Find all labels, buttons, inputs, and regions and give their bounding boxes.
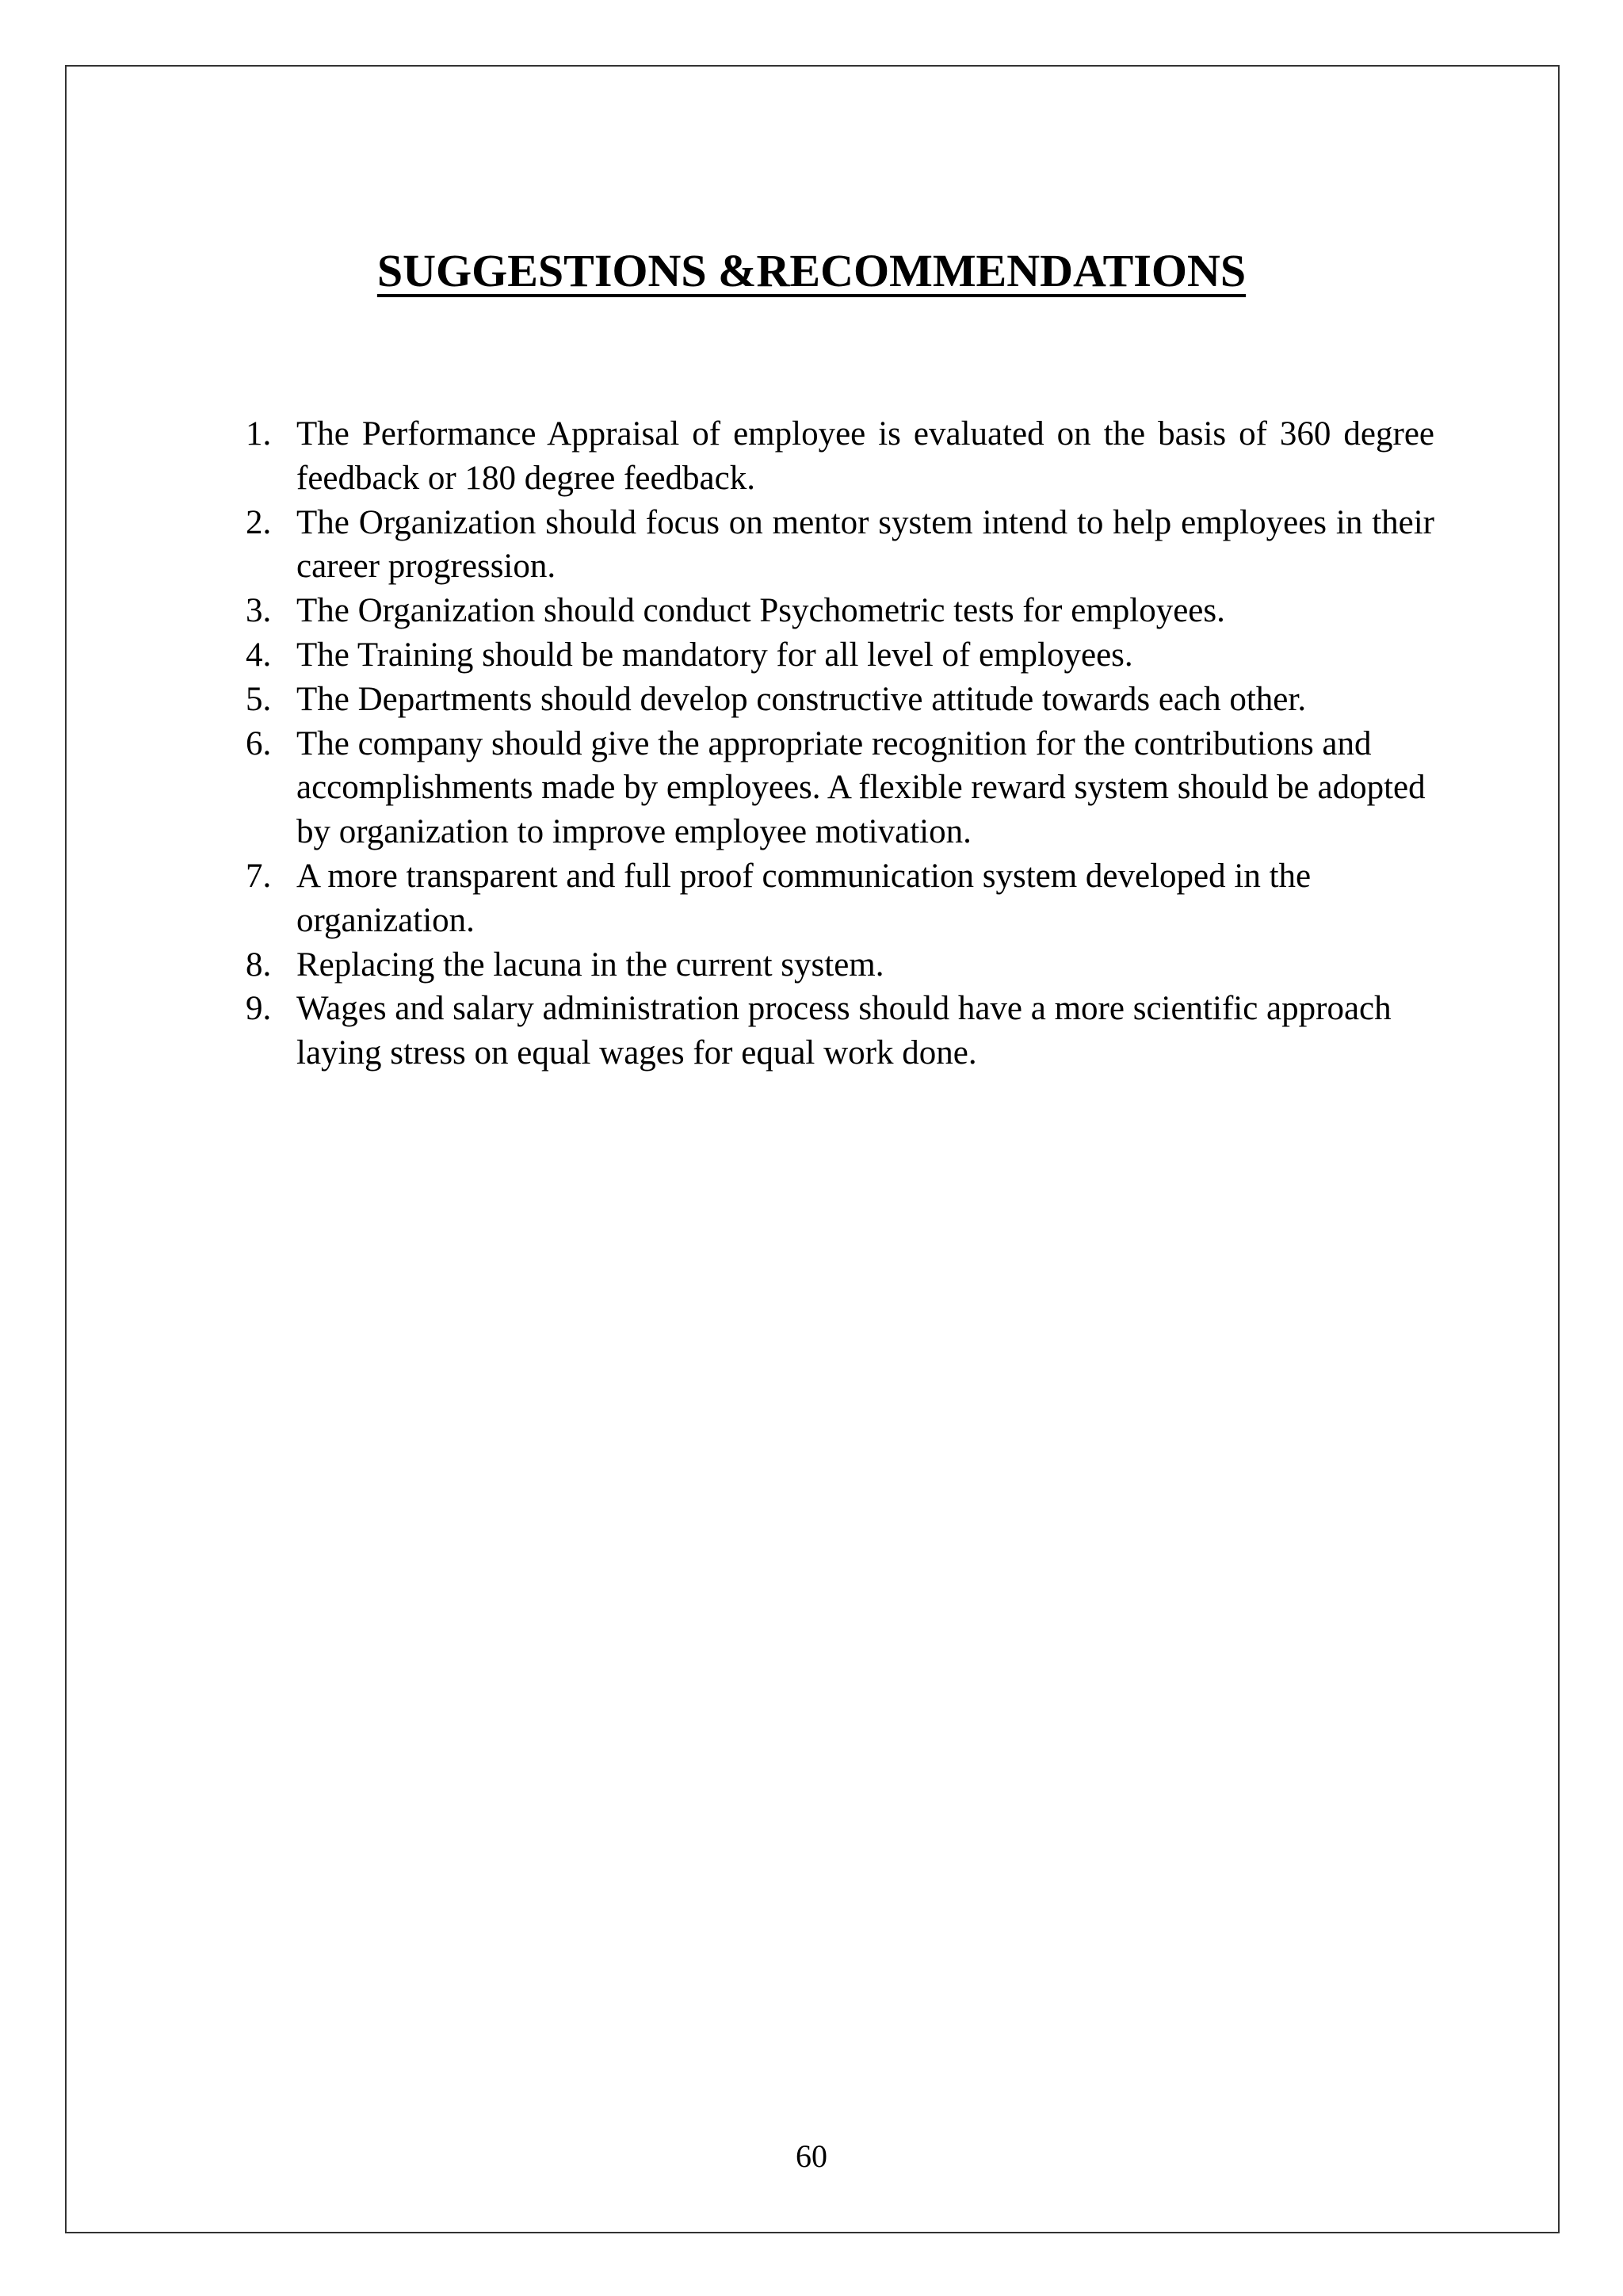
list-item-text: Wages and salary administration process should have a more scientific approach laying stress on equal wages for equal work done.	[296, 990, 1392, 1072]
list-item-text: The Organization should focus on mentor system intend to help employees in their career progression.	[296, 503, 1434, 586]
list-item	[238, 589, 1434, 633]
list-item-text: Replacing the lacuna in the current system.	[296, 946, 884, 984]
list-item-text: The Performance Appraisal of employee is evaluated on the basis of 360 degree feedback or 180 degree feedback.	[296, 415, 1434, 497]
list-item-number: 4.	[246, 636, 272, 674]
list-item-text: The Departments should develop constructive attitude towards each other.	[296, 680, 1307, 718]
list-item-number: 6.	[246, 724, 272, 762]
list-item	[238, 501, 1434, 590]
page-title	[0, 239, 1623, 303]
list-item	[238, 722, 1434, 854]
page-title-text: SUGGESTIONS &RECOMMENDATIONS	[376, 245, 1247, 296]
list-item-number: 2.	[246, 503, 272, 541]
list-item	[238, 633, 1434, 678]
list-item-number: 9.	[246, 990, 272, 1028]
list-item-text: The Organization should conduct Psychometric tests for employees.	[296, 592, 1225, 630]
list-item-text: The Training should be mandatory for all level of employees.	[296, 636, 1133, 674]
list-item	[238, 412, 1434, 501]
list-item-number: 7.	[246, 857, 272, 895]
page-number: 60	[796, 2138, 827, 2174]
recommendations-list	[238, 412, 1434, 1075]
list-item	[238, 943, 1434, 988]
list-item	[238, 987, 1434, 1075]
list-item-text: A more transparent and full proof communication system developed in the organization.	[296, 857, 1312, 939]
page-border	[65, 65, 1560, 2233]
list-item-number: 1.	[246, 415, 272, 453]
list-item-number: 5.	[246, 680, 272, 718]
list-item-number: 8.	[246, 946, 272, 984]
list-item-text: The company should give the appropriate recognition for the contributions and accomplishments made by employees. A flexible reward system should be adopted by organization to improve employee motivation.	[296, 724, 1426, 851]
list-item-number: 3.	[246, 592, 272, 630]
list-item	[238, 678, 1434, 722]
list-item	[238, 854, 1434, 943]
